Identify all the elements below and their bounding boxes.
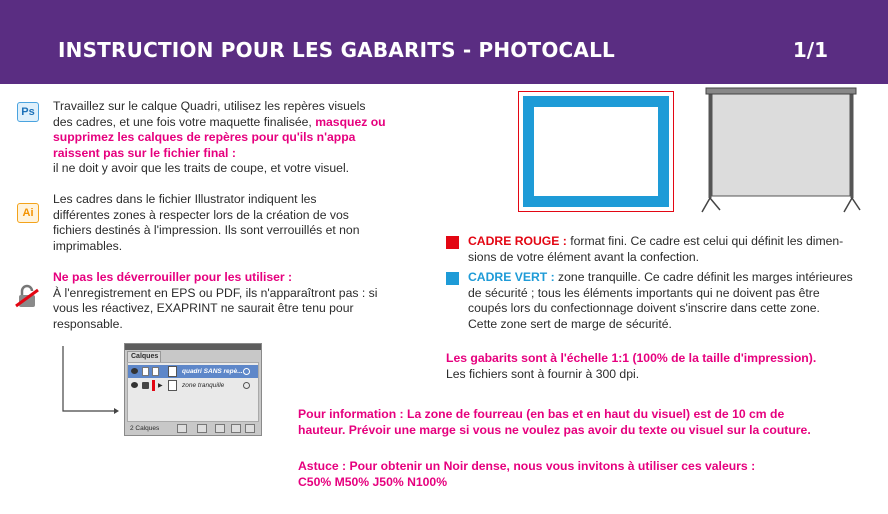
sleeve-info bbox=[298, 407, 883, 438]
ai-line-4: imprimables. bbox=[53, 238, 123, 253]
ps-line-4: raissent pas sur le fichier final : bbox=[53, 145, 236, 160]
scale-line-1: Les gabarits sont à l'échelle 1:1 (100% de la taille d'impression). bbox=[446, 351, 817, 365]
green-frame-line-4: Cette zone sert de marge de sécurité. bbox=[468, 316, 672, 331]
red-frame-line-2: sions de votre élément avant la confection. bbox=[468, 249, 700, 264]
page-number: 1/1 bbox=[792, 38, 828, 62]
eye-icon bbox=[131, 382, 138, 388]
ps-line-5: il ne doit y avoir que les traits de coupe, et votre visuel. bbox=[53, 161, 350, 175]
info-line-1: Pour information : La zone de fourreau (en bas et en haut du visuel) est de 10 cm de bbox=[298, 407, 785, 421]
lock-line-3: responsable. bbox=[53, 316, 123, 331]
red-frame-label: CADRE ROUGE : bbox=[468, 234, 567, 248]
lock-line-1: À l'enregistrement en EPS ou PDF, ils n'apparaîtront pas : si bbox=[53, 285, 378, 300]
layer-name: zone tranquille bbox=[182, 382, 225, 389]
ps-line-3: supprimez les calques de repères pour qu'ils n'appa bbox=[53, 130, 356, 144]
photocall-stand-sketch bbox=[700, 86, 865, 216]
tip-line-1: Astuce : Pour obtenir un Noir dense, nous vous invitons à utiliser ces valeurs : bbox=[298, 459, 756, 473]
illustrator-icon: Ai bbox=[17, 203, 39, 223]
layer-count: 2 Calques bbox=[130, 425, 160, 432]
make-clipping-mask-icon bbox=[197, 424, 207, 433]
new-layer-icon bbox=[231, 424, 241, 433]
layers-tab: Calques bbox=[127, 351, 161, 362]
page-title: INSTRUCTION POUR LES GABARITS - PHOTOCALL bbox=[58, 38, 615, 62]
lock-heading: Ne pas les déverrouiller pour les utiliser : bbox=[53, 270, 293, 284]
panel-title-bar bbox=[125, 344, 261, 350]
layers-list bbox=[127, 362, 259, 422]
lock-line-2: vous les réactivez, EXAPRINT ne saurait être tenu pour bbox=[53, 301, 354, 315]
lock-toggle-icon bbox=[142, 367, 149, 376]
arrow-connector bbox=[58, 344, 120, 414]
ps-line-2: des cadres, et une fois votre maquette finalisée, masquez ou bbox=[53, 114, 386, 129]
red-frame-legend: CADRE ROUGE : format fini. Ce cadre est celui qui définit les dimen- sions de votre élément avant la confection. bbox=[468, 234, 878, 265]
red-frame-swatch bbox=[446, 236, 459, 249]
green-frame-label: CADRE VERT : bbox=[468, 270, 555, 284]
layer-thumbnail bbox=[168, 366, 177, 377]
info-line-2: hauteur. Prévoir une marge si vous ne voulez pas avoir du texte ou visuel sur la couture. bbox=[298, 422, 811, 437]
ai-line-3: fichiers destinés à l'impression. Ils sont verrouillés et non bbox=[53, 223, 360, 237]
scale-note bbox=[446, 351, 886, 382]
trash-icon bbox=[245, 424, 255, 433]
layer-thumbnail bbox=[168, 380, 177, 391]
safe-zone-frame bbox=[523, 96, 669, 207]
blue-frame-swatch bbox=[446, 272, 459, 285]
new-sublayer-icon bbox=[215, 424, 225, 433]
ai-line-2: différentes zones à respecter lors de la création de vos bbox=[53, 207, 349, 222]
target-circle-icon bbox=[243, 382, 250, 389]
layer-color-swatch bbox=[152, 380, 155, 391]
rich-black-tip bbox=[298, 459, 883, 490]
lock-instructions bbox=[53, 270, 423, 332]
photoshop-instructions bbox=[53, 99, 423, 177]
scale-line-2: Les fichiers sont à fournir à 300 dpi. bbox=[446, 366, 640, 381]
layer-row bbox=[128, 379, 258, 392]
green-frame-line-2: de sécurité ; tous les éléments importants qui ne doivent pas être bbox=[468, 285, 820, 300]
lock-icon bbox=[142, 382, 149, 389]
green-frame-legend: CADRE VERT : zone tranquille. Ce cadre définit les marges intérieures de sécurité ; tous les éléments importants qui ne doivent pas être coupés lors du confectionnage doivent s'inscrire dans cette zone. Cette zone sert de marge de sécurité. bbox=[468, 270, 878, 332]
ps-line-1: Travaillez sur le calque Quadri, utilisez les repères visuels bbox=[53, 99, 366, 113]
eye-icon bbox=[131, 368, 138, 374]
frame-diagram bbox=[518, 91, 674, 212]
green-frame-line-3: coupés lors du confectionnage doivent s'inscrire dans cette zone. bbox=[468, 301, 820, 315]
expand-triangle-icon: ▶ bbox=[158, 383, 163, 389]
layer-row bbox=[128, 365, 258, 378]
panel-footer bbox=[127, 424, 259, 434]
photoshop-icon: Ps bbox=[17, 102, 39, 122]
layer-color-swatch bbox=[152, 367, 159, 376]
layers-panel-screenshot bbox=[124, 343, 262, 436]
illustrator-instructions bbox=[53, 192, 423, 254]
locate-object-icon bbox=[177, 424, 187, 433]
ai-line-1: Les cadres dans le fichier Illustrator indiquent les bbox=[53, 192, 317, 206]
header-banner bbox=[0, 0, 888, 84]
layer-name: quadri SANS repè... bbox=[182, 368, 243, 375]
target-circle-icon bbox=[243, 368, 250, 375]
unlock-forbidden-icon bbox=[14, 284, 40, 310]
tip-line-2: C50% M50% J50% N100% bbox=[298, 474, 448, 489]
